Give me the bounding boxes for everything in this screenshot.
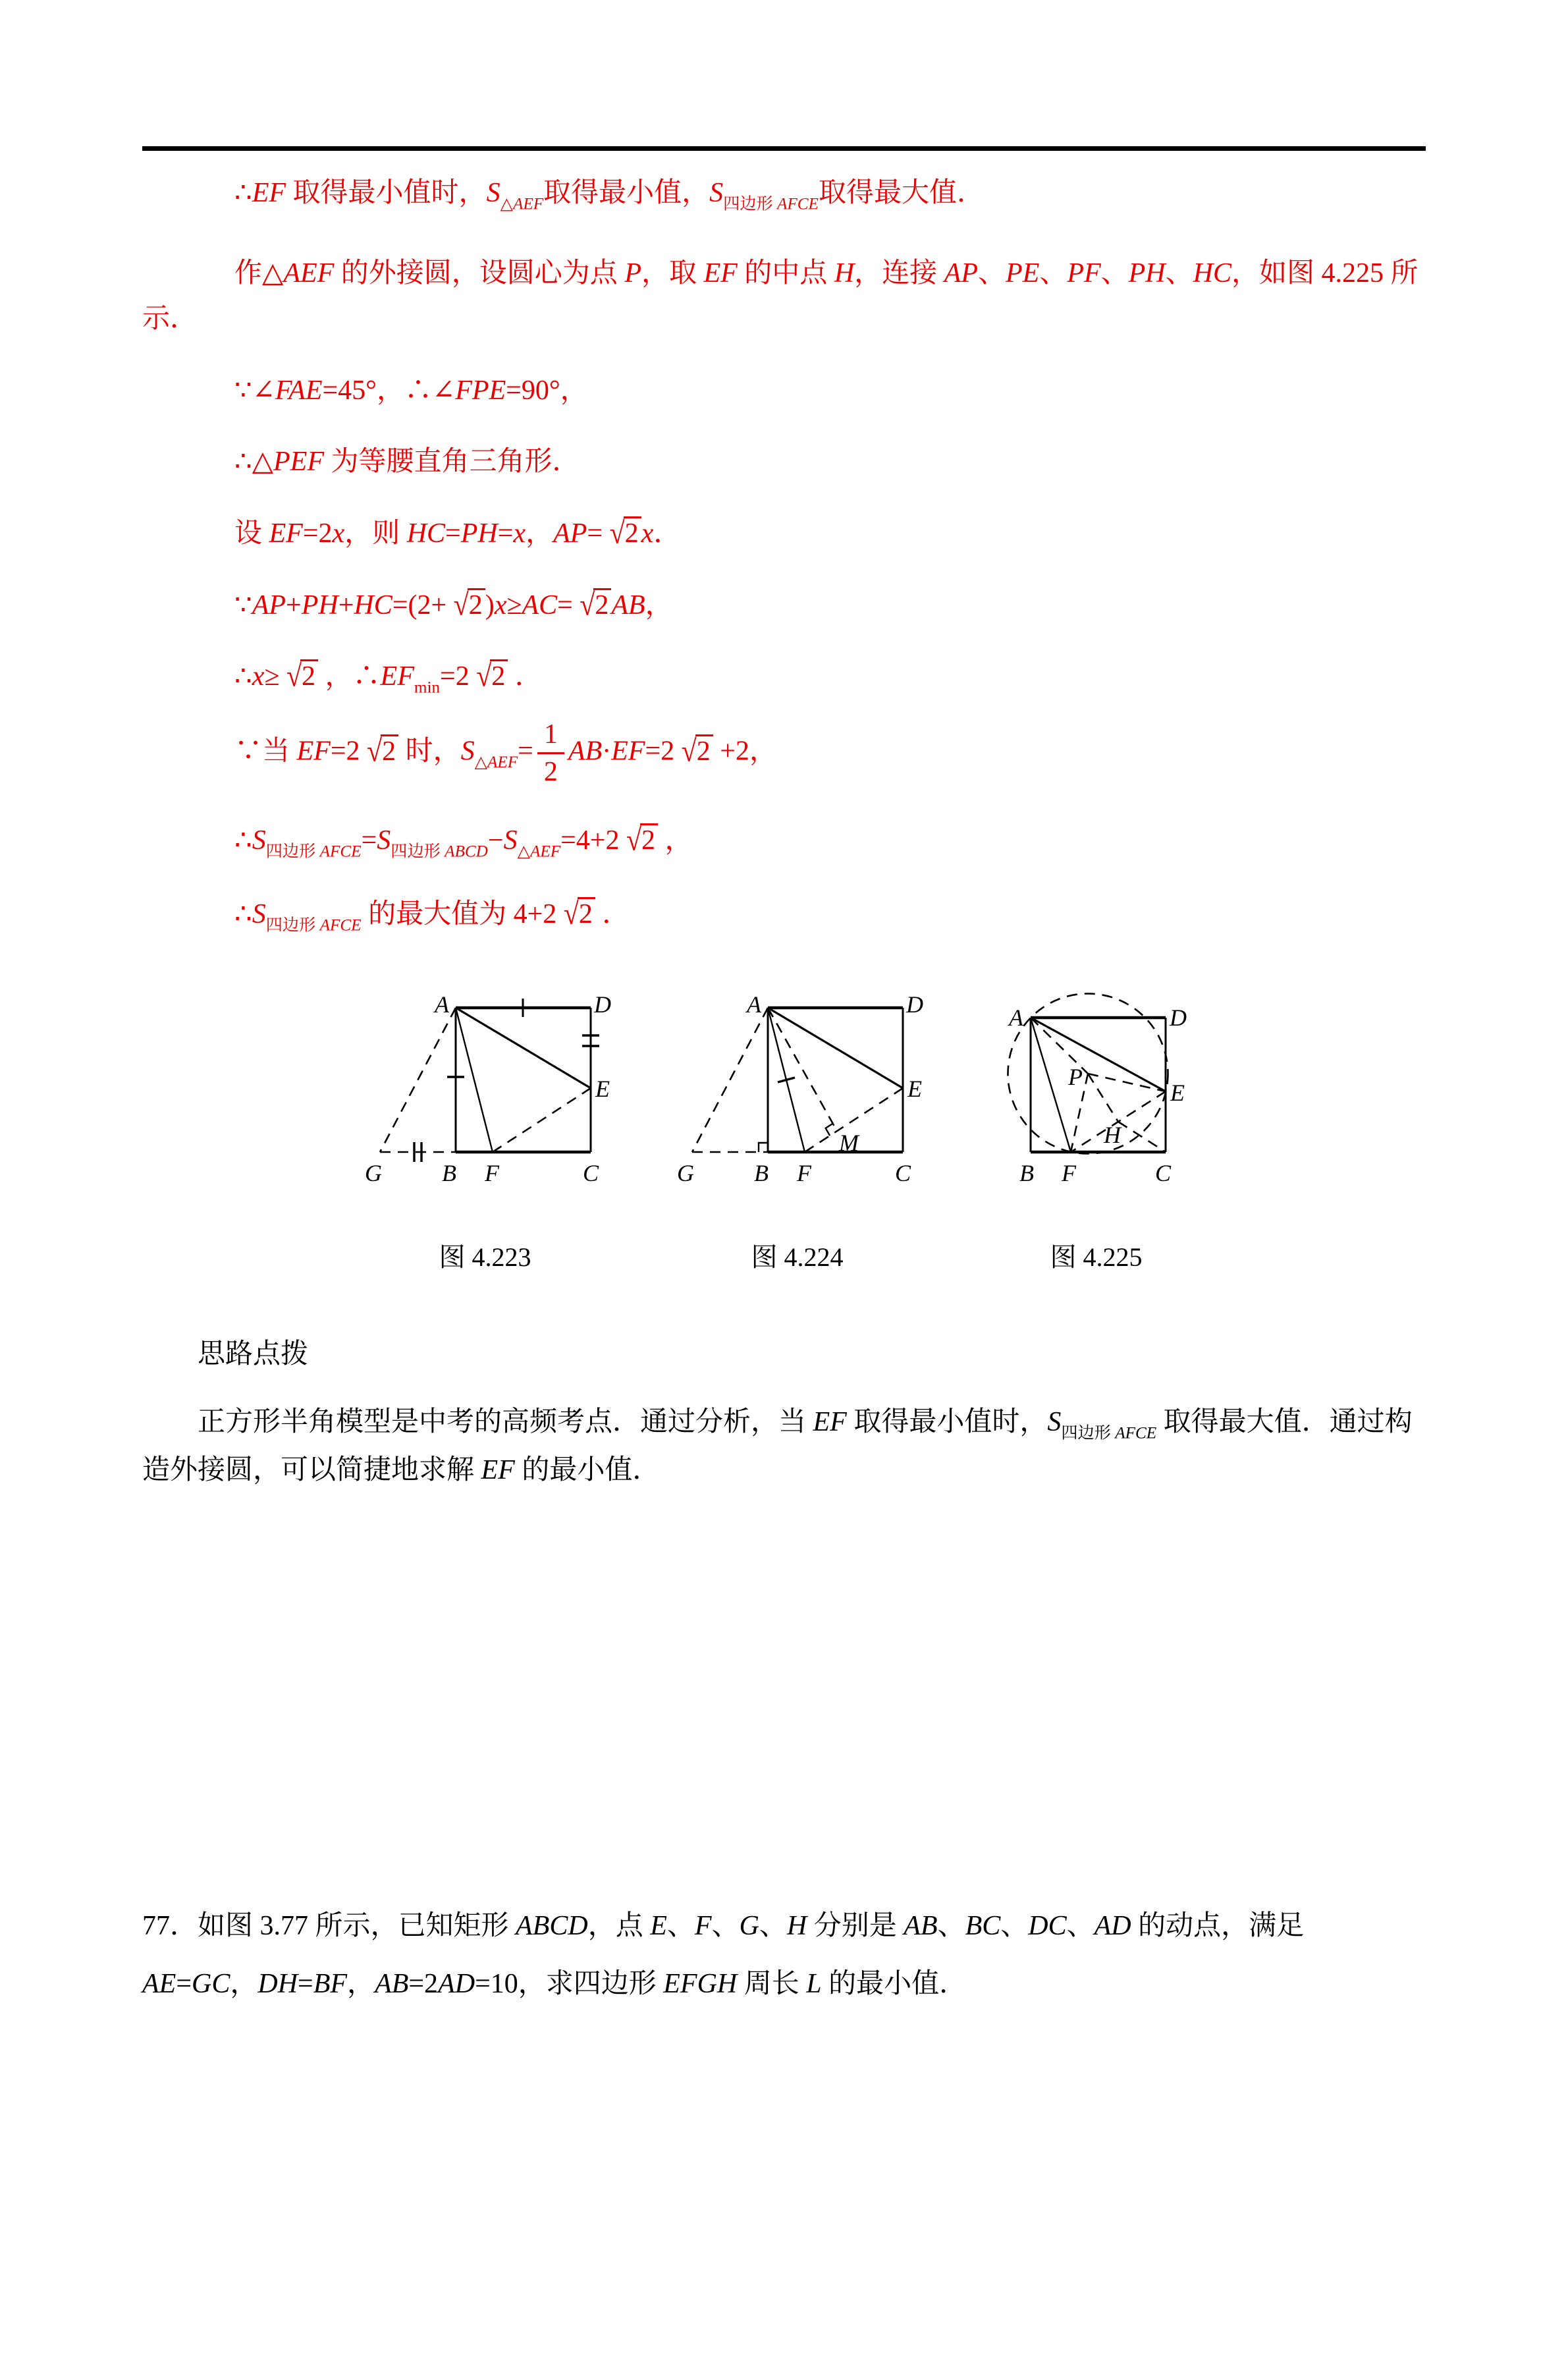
math-token: =2 xyxy=(330,736,367,767)
math-token: EF xyxy=(813,1406,847,1437)
math-token: min xyxy=(414,678,441,697)
math-token: GC xyxy=(192,1969,230,2000)
math-token xyxy=(1061,1424,1156,1442)
math-token: = xyxy=(557,590,580,620)
right-angle-mark xyxy=(759,1143,768,1152)
math-token: + xyxy=(338,590,354,620)
math-token: PE xyxy=(1006,258,1040,289)
math-token: 的最小值． xyxy=(821,1969,967,2000)
figure-segment xyxy=(1031,1018,1071,1152)
math-token: =4+2 xyxy=(560,825,626,856)
math-token: ∴ xyxy=(352,661,381,692)
math-token: 2 xyxy=(468,590,483,620)
vertex-label-F: F xyxy=(1061,1159,1076,1186)
vertex-label-D: D xyxy=(593,991,611,1018)
math-token: PH xyxy=(301,590,338,620)
math-token: ABCD xyxy=(516,1910,588,1941)
math-token: √2 xyxy=(610,518,641,549)
math-token: =2 xyxy=(302,518,333,549)
solution-line-9 xyxy=(142,822,1426,863)
math-token: 、 xyxy=(759,1910,787,1941)
math-token: S xyxy=(503,825,518,856)
construction-segment xyxy=(768,1008,837,1131)
figure-4-224 xyxy=(669,991,926,1274)
math-token: x xyxy=(641,518,654,549)
math-token xyxy=(414,679,440,697)
math-token: ∴ xyxy=(234,661,252,692)
construction-segment xyxy=(380,1008,456,1152)
math-token xyxy=(391,842,488,860)
math-token: FPE xyxy=(455,375,506,406)
solution-line-5 xyxy=(142,515,1426,553)
math-token: AEF xyxy=(529,842,561,861)
math-token: ，取 xyxy=(641,258,704,289)
math-token: ，如图 xyxy=(1231,258,1322,289)
vertex-label-E: E xyxy=(1170,1079,1185,1106)
math-token: √2 xyxy=(580,590,611,620)
math-token: H xyxy=(834,258,855,289)
math-token: 、 xyxy=(977,258,1006,289)
vertex-label-F: F xyxy=(796,1159,811,1186)
math-token: PF xyxy=(1067,258,1101,289)
solution-line-4 xyxy=(142,443,1426,481)
math-token: ，连接 xyxy=(854,258,944,289)
math-token: √2 xyxy=(682,736,713,767)
math-token: ∵ xyxy=(234,590,252,620)
math-token: AD xyxy=(1094,1910,1131,1941)
math-token: ∵ xyxy=(234,736,263,767)
math-token: HC xyxy=(1193,258,1232,289)
math-token: ． xyxy=(595,899,630,930)
vertex-label-A: A xyxy=(746,991,761,1018)
math-token: DC xyxy=(1028,1910,1067,1941)
math-token: ， xyxy=(318,661,353,692)
math-token: 4.225 xyxy=(1321,258,1384,289)
math-token: F xyxy=(694,1910,712,1941)
math-token: 2 xyxy=(696,736,711,767)
math-token: ， xyxy=(749,736,777,767)
math-token: 2 xyxy=(382,736,396,767)
vertex-label-P: P xyxy=(1068,1063,1083,1090)
math-token: AP xyxy=(553,518,587,549)
math-token: = xyxy=(587,518,610,549)
math-token: 示． xyxy=(142,304,198,335)
math-token: 2 xyxy=(543,757,558,788)
math-token: 取得最大值． xyxy=(818,178,985,208)
math-token: 四边形 xyxy=(391,842,445,861)
vertex-label-D: D xyxy=(906,991,923,1018)
question-77 xyxy=(142,1897,1426,2013)
math-token: √2 xyxy=(286,661,318,692)
math-token: 、 xyxy=(1000,1910,1029,1941)
solution-line-6 xyxy=(142,587,1426,624)
figure-4-224-diagram xyxy=(669,991,926,1189)
solution-line-1 xyxy=(142,175,1426,215)
math-token: EF xyxy=(252,178,286,208)
math-token: ) xyxy=(485,590,495,620)
math-token: = xyxy=(298,1969,313,2000)
math-token: △ xyxy=(500,195,513,213)
math-token: √2 xyxy=(454,590,485,620)
vertex-label-B: B xyxy=(753,1159,769,1186)
math-token: 2 xyxy=(491,661,506,692)
math-token: · xyxy=(602,736,612,767)
vertex-label-E: E xyxy=(595,1075,610,1102)
math-token: ∴ xyxy=(234,825,252,856)
math-token: EFGH xyxy=(663,1969,738,2000)
math-token: S xyxy=(486,178,500,208)
math-token: = xyxy=(497,518,514,549)
tips-heading: 思路点拨 xyxy=(198,1338,309,1369)
math-token: △ xyxy=(262,258,284,289)
math-token: 四边形 xyxy=(1061,1424,1116,1443)
solution-line-8 xyxy=(142,717,1426,790)
math-token: 、 xyxy=(1066,1910,1095,1941)
math-token: 2 xyxy=(302,661,316,692)
figure-4-225 xyxy=(981,991,1212,1274)
math-token: ， xyxy=(645,590,673,620)
math-token: AB xyxy=(375,1969,409,2000)
tips-body xyxy=(142,1399,1426,1494)
vertex-label-C: C xyxy=(1154,1159,1171,1186)
math-token: 的动点，满足 xyxy=(1131,1910,1305,1941)
math-token: 的最大值为 xyxy=(361,899,514,930)
math-token: FAE xyxy=(275,375,323,406)
solution-line-3 xyxy=(142,372,1426,410)
construction-segment xyxy=(493,1088,591,1152)
math-token: HC xyxy=(406,518,446,549)
math-token: BC xyxy=(965,1910,1001,1941)
math-token: AEF xyxy=(487,753,518,771)
math-token: ∵∠ xyxy=(234,375,275,406)
math-token: EF xyxy=(703,258,738,289)
math-token: 四边形 xyxy=(723,195,777,213)
math-token: x xyxy=(252,661,265,692)
math-token: ， xyxy=(560,375,588,406)
math-token: 、 xyxy=(937,1910,965,1941)
math-token: 、 xyxy=(1100,258,1129,289)
math-token: 2 xyxy=(595,590,609,620)
math-token: AB xyxy=(904,1910,938,1941)
math-token xyxy=(723,195,819,213)
math-token: ， xyxy=(376,375,404,406)
math-token: S xyxy=(252,825,266,856)
math-token: △ xyxy=(517,842,530,861)
solution-line-7 xyxy=(142,658,1426,699)
math-token: 77 xyxy=(142,1910,170,1941)
figure-segment xyxy=(456,1008,591,1088)
math-token: 3.77 xyxy=(259,1910,309,1941)
figure-row xyxy=(142,991,1426,1274)
figure-4-223-caption: 图 4.223 xyxy=(439,1242,531,1272)
vertex-label-C: C xyxy=(582,1159,599,1186)
math-token xyxy=(475,754,518,771)
math-token: ， xyxy=(347,1969,375,2000)
math-token: AEF xyxy=(283,258,335,289)
math-token: 的最小值． xyxy=(514,1455,661,1486)
document-page xyxy=(0,146,1568,2364)
math-token: x xyxy=(513,518,526,549)
math-token: 周长 xyxy=(737,1969,807,2000)
math-token: 4+2 xyxy=(513,899,564,930)
math-token: L xyxy=(806,1969,822,2000)
math-token: S xyxy=(252,899,266,930)
math-token: 设 xyxy=(234,518,269,549)
math-token: 取得最小值时， xyxy=(286,178,487,208)
math-token: AP xyxy=(252,590,286,620)
math-token: ． xyxy=(653,518,682,549)
math-token: G xyxy=(739,1910,759,1941)
math-token: ， xyxy=(230,1969,258,2000)
math-token: AD xyxy=(438,1969,475,2000)
math-token: S xyxy=(709,178,724,208)
math-token: HC xyxy=(354,590,392,620)
solution-line-2 xyxy=(142,255,1426,292)
math-token: EF xyxy=(481,1455,515,1486)
math-token: 2 xyxy=(641,825,656,856)
vertex-label-F: F xyxy=(484,1159,499,1186)
math-token: ≥ xyxy=(506,590,522,620)
math-token: 的外接圆，设圆心为点 xyxy=(334,258,625,289)
math-token: 正方形半角模型是中考的高频考点．通过分析，当 xyxy=(198,1406,813,1437)
math-token: PEF xyxy=(273,447,324,478)
math-token: =2 xyxy=(645,736,682,767)
math-token: = xyxy=(361,825,377,856)
math-token: 取得最大值．通过构造外接圆，可以简捷地求解 xyxy=(142,1406,1413,1486)
math-token xyxy=(537,717,564,790)
math-token: S xyxy=(460,736,475,767)
construction-segment xyxy=(1118,1122,1166,1152)
math-token xyxy=(266,842,362,860)
solution-line-10 xyxy=(142,896,1426,937)
math-token: 所 xyxy=(1384,258,1419,289)
math-token: 、 xyxy=(666,1910,695,1941)
math-token: ，点 xyxy=(587,1910,651,1941)
math-token: PH xyxy=(460,518,498,549)
math-token: 2 xyxy=(624,518,639,549)
math-token: =90° xyxy=(506,375,560,406)
math-token: ∴△ xyxy=(234,447,274,478)
math-token: 四边形 xyxy=(265,916,320,935)
figure-4-223 xyxy=(357,991,614,1274)
construction-segment xyxy=(1088,1074,1118,1122)
math-token: 四边形 xyxy=(265,842,320,861)
math-token: EF xyxy=(611,736,645,767)
math-token: 、 xyxy=(1039,258,1068,289)
math-token: x xyxy=(494,590,507,620)
math-token: EF xyxy=(296,736,331,767)
math-token: 、 xyxy=(1165,258,1193,289)
construction-segment xyxy=(1088,1074,1166,1091)
math-token xyxy=(500,195,544,213)
vertex-label-B: B xyxy=(1019,1159,1034,1186)
math-token: AEF xyxy=(512,195,544,213)
math-token: + xyxy=(286,590,302,620)
vertex-label-E: E xyxy=(907,1075,922,1102)
math-token: PH xyxy=(1128,258,1166,289)
math-token: 为等腰直角三角形． xyxy=(324,447,580,478)
construction-segment xyxy=(692,1008,768,1152)
math-token: =2 xyxy=(408,1969,439,2000)
top-rule xyxy=(142,146,1426,151)
math-token: √2 xyxy=(626,825,658,856)
math-token: 时， xyxy=(398,736,461,767)
figure-4-223-diagram xyxy=(357,991,614,1189)
math-token: EF xyxy=(380,661,414,692)
math-token: 取得最小值， xyxy=(543,178,710,208)
math-token: ≥ xyxy=(264,661,286,692)
math-token: =2 xyxy=(440,661,477,692)
math-token: H xyxy=(786,1910,807,1941)
math-token: ，则 xyxy=(344,518,407,549)
math-token: EF xyxy=(269,518,303,549)
math-token: AB xyxy=(611,590,645,620)
math-token: AFCE xyxy=(1115,1424,1157,1443)
math-token: ABCD xyxy=(445,842,488,861)
math-token: ∴∠ xyxy=(404,375,456,406)
figure-segment xyxy=(768,1008,903,1088)
math-token: △ xyxy=(474,753,487,771)
figure-4-225-diagram xyxy=(981,991,1212,1189)
math-token: ， xyxy=(658,825,693,856)
math-token: = xyxy=(445,518,461,549)
vertex-label-G: G xyxy=(676,1159,694,1186)
math-token: =10 xyxy=(475,1969,518,2000)
math-token: ．如图 xyxy=(170,1910,260,1941)
math-token xyxy=(518,842,561,860)
math-token: =(2+ xyxy=(392,590,454,620)
math-token: 作 xyxy=(234,258,263,289)
math-token: 、 xyxy=(711,1910,740,1941)
vertex-label-C: C xyxy=(894,1159,911,1186)
math-token: AFCE xyxy=(319,916,362,935)
math-token: S xyxy=(1047,1406,1062,1437)
solution-line-2b xyxy=(142,300,1426,338)
vertex-label-G: G xyxy=(364,1159,382,1186)
vertex-label-H: H xyxy=(1103,1121,1121,1148)
math-token: DH xyxy=(257,1969,298,2000)
math-token xyxy=(266,917,362,935)
math-token: AP xyxy=(944,258,978,289)
math-token: − xyxy=(487,825,504,856)
math-token: AFCE xyxy=(319,842,362,861)
figure-4-225-caption: 图 4.225 xyxy=(1050,1242,1143,1272)
math-token: 1 xyxy=(543,719,558,750)
math-token: E xyxy=(650,1910,667,1941)
math-token: AFCE xyxy=(776,195,819,213)
math-token: ，求四边形 xyxy=(518,1969,664,2000)
math-token: ∴ xyxy=(234,178,252,208)
math-token: P xyxy=(624,258,641,289)
figure-segment xyxy=(1031,1018,1166,1091)
math-token: BF xyxy=(313,1969,348,2000)
figure-4-224-caption: 图 4.224 xyxy=(751,1242,844,1272)
math-token: = xyxy=(518,736,533,767)
math-token: √2 xyxy=(476,661,508,692)
math-token: =45° xyxy=(322,375,377,406)
math-token: S xyxy=(377,825,391,856)
math-token: 所示，已知矩形 xyxy=(308,1910,516,1941)
math-token: √2 xyxy=(564,899,595,929)
math-token: ， xyxy=(526,518,554,549)
math-token: 的中点 xyxy=(737,258,834,289)
math-token: 取得最小值时， xyxy=(846,1406,1048,1437)
math-token: ． xyxy=(508,661,543,692)
math-token: √2 xyxy=(367,736,398,767)
math-token: 当 xyxy=(262,736,297,767)
right-angle-mark xyxy=(825,1123,832,1135)
vertex-label-M: M xyxy=(838,1129,859,1156)
figure-segment xyxy=(456,1008,493,1152)
math-token: = xyxy=(176,1969,192,2000)
math-token: +2 xyxy=(713,736,749,767)
math-token: AB xyxy=(568,736,603,767)
math-token: x xyxy=(332,518,345,549)
math-token: ∴ xyxy=(234,899,252,930)
math-token: AC xyxy=(522,590,558,620)
math-token: 分别是 xyxy=(807,1910,904,1941)
math-token: 2 xyxy=(578,899,593,930)
vertex-label-A: A xyxy=(434,991,449,1018)
math-token: AE xyxy=(142,1969,176,2000)
vertex-label-A: A xyxy=(1008,1004,1023,1031)
vertex-label-D: D xyxy=(1169,1004,1187,1031)
vertex-label-B: B xyxy=(441,1159,456,1186)
